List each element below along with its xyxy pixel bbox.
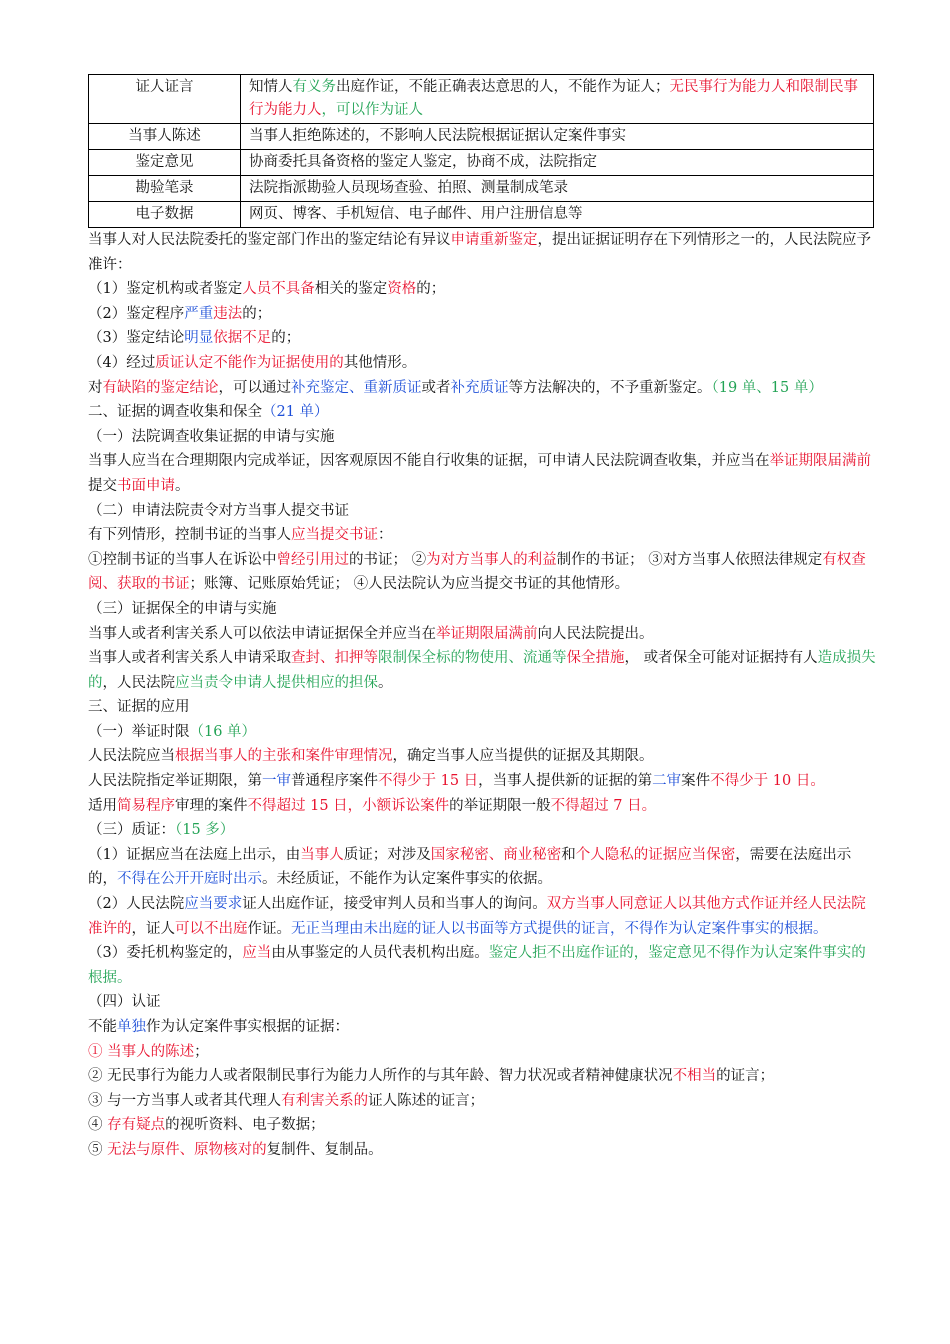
highlighted-text: 不得超过 7 日。 — [550, 797, 657, 814]
highlighted-text: 人员不具备 — [242, 281, 315, 298]
highlighted-text: 二审 — [652, 773, 682, 790]
highlighted-text: 造成损失的 — [88, 650, 876, 691]
highlighted-text: 书面申请 — [117, 477, 175, 494]
highlighted-text: （16 单） — [189, 723, 257, 740]
text-run: 复制件、复制品。 — [266, 1141, 383, 1158]
text-run: 协商委托具备资格的鉴定人鉴定，协商不成，法院指定 — [249, 154, 597, 170]
highlighted-text: 质证认定不能作为证据使用的 — [155, 354, 344, 371]
paragraph — [88, 892, 878, 941]
paragraph — [88, 277, 878, 302]
text-run: （3）委托机构鉴定的， — [88, 945, 243, 962]
text-run: 其他情形。 — [343, 354, 417, 371]
paragraph — [88, 769, 878, 794]
evidence-type-cell: 当事人陈述 — [89, 124, 241, 150]
text-run: （1）证据应当在法庭上出示，由 — [88, 846, 301, 863]
highlighted-text: 为对方当事人的利益 — [426, 551, 557, 568]
text-run: 普通程序案件 — [291, 773, 378, 790]
text-run: ，人民法院 — [102, 674, 175, 691]
paragraph — [88, 843, 878, 892]
highlighted-text: 应当要求 — [184, 896, 243, 913]
text-run: ② 无民事行为能力人或者限制民事行为能力人所作的与其年龄、智力状况或者精神健康状况 — [88, 1068, 673, 1085]
highlighted-text: 违法 — [213, 305, 243, 322]
text-run: 的证言； — [716, 1068, 775, 1085]
text-run: 或者 — [421, 379, 451, 396]
text-run: 人民法院应当 — [88, 748, 175, 765]
highlighted-text: 不得少于 10 日。 — [710, 773, 825, 790]
highlighted-text: 补充质证 — [450, 379, 509, 396]
text-run: ： — [378, 527, 393, 544]
highlighted-text: 个人隐私的证据应当保密 — [575, 846, 736, 863]
text-run: （四）认证 — [88, 994, 161, 1011]
evidence-desc-cell — [241, 75, 874, 124]
paragraph — [88, 990, 878, 1015]
text-run: ； — [194, 1043, 209, 1060]
text-run: ，可以通过 — [218, 379, 291, 396]
highlighted-text: 可以不出庭 — [175, 920, 248, 937]
text-run: 适用 — [88, 797, 117, 814]
text-run: 提交 — [88, 477, 117, 494]
paragraph — [88, 1089, 878, 1114]
highlighted-text: 不相当 — [672, 1068, 717, 1085]
text-run: （4）经过 — [88, 354, 156, 371]
highlighted-text: 曾经引用过 — [276, 551, 349, 568]
text-run: （2）人民法院 — [88, 896, 185, 913]
paragraph — [88, 499, 878, 524]
text-run: （三）质证： — [88, 822, 175, 839]
highlighted-text: 应当提交书证 — [291, 527, 378, 544]
text-run: ，证人 — [131, 920, 175, 937]
text-run: ①控制书证的当事人在诉讼中 — [88, 551, 277, 568]
evidence-desc-cell — [241, 202, 874, 228]
text-run: 质证；对涉及 — [343, 846, 431, 863]
evidence-desc-cell — [241, 150, 874, 176]
text-run: （1）鉴定机构或者鉴定 — [88, 281, 243, 298]
evidence-type-cell: 证人证言 — [89, 75, 241, 124]
text-run: 网页、博客、手机短信、电子邮件、用户注册信息等 — [249, 206, 583, 222]
evidence-type-table — [88, 74, 874, 228]
text-run: 知情人 — [249, 79, 293, 95]
highlighted-text: ，可以作为证人 — [321, 102, 423, 118]
text-run: 当事人或者利害关系人申请采取 — [88, 650, 291, 667]
evidence-type-cell: 鉴定意见 — [89, 150, 241, 176]
highlighted-text: 应当 — [242, 945, 272, 962]
evidence-desc-cell — [241, 124, 874, 150]
highlighted-text: 有利害关系的 — [281, 1092, 369, 1109]
highlighted-text: 保全措施 — [566, 650, 625, 667]
highlighted-text: 双方当事人同意证人以其他方式作证并经人民法院准许的 — [88, 896, 866, 937]
text-run: 有下列情形，控制书证的当事人 — [88, 527, 291, 544]
text-run: 的书证； ② — [349, 551, 427, 568]
highlighted-text: 有权查阅、获取的书证 — [88, 551, 866, 593]
text-run: 当事人应当在合理期限内完成举证，因客观原因不能自行收集的证据，可申请人民法院调查收集，并应当在 — [88, 453, 770, 470]
highlighted-text: 简易程序 — [117, 797, 175, 814]
paragraph — [88, 794, 878, 819]
highlighted-text: 查封、扣押等 — [291, 650, 378, 667]
text-run: ， 或者保全可能对证据持有人 — [624, 650, 818, 667]
highlighted-text: （15 多） — [175, 822, 235, 839]
paragraph — [88, 720, 878, 745]
text-run: 证人出庭作证，接受审判人员和当事人的询问。 — [242, 896, 547, 913]
highlighted-text: ① 当事人的陈述 — [88, 1043, 195, 1060]
text-run: 的举证期限一般 — [449, 797, 551, 814]
text-run: 的视听资料、电子数据； — [165, 1117, 325, 1134]
text-run: （一）法院调查收集证据的申请与实施 — [88, 428, 335, 445]
text-run: 证人陈述的证言； — [368, 1092, 485, 1109]
paragraph — [88, 1040, 878, 1065]
text-run: ，需要在法庭出示的， — [88, 846, 852, 888]
document-page — [88, 74, 878, 1163]
paragraph — [88, 351, 878, 376]
paragraph — [88, 818, 878, 843]
table-row — [89, 176, 874, 202]
text-run: 向人民法院提出。 — [537, 625, 654, 642]
table-row — [89, 150, 874, 176]
text-run: 。未经质证，不能作为认定案件事实的依据。 — [262, 871, 552, 888]
paragraph — [88, 597, 878, 622]
text-run: 二、证据的调查收集和保全 — [88, 404, 262, 421]
paragraph — [88, 744, 878, 769]
highlighted-text: 单独 — [117, 1019, 146, 1035]
document-body — [88, 228, 878, 1163]
text-run: 对 — [88, 379, 103, 396]
paragraph — [88, 646, 878, 695]
text-run: 当事人拒绝陈述的，不影响人民法院根据证据认定案件事实 — [249, 128, 626, 144]
text-run: ④ — [88, 1117, 108, 1134]
evidence-type-cell: 电子数据 — [89, 202, 241, 228]
highlighted-text: 根据当事人的主张和案件审理情况 — [175, 748, 393, 765]
text-run: （二）申请法院责令对方当事人提交书证 — [88, 502, 349, 519]
highlighted-text: 一审 — [262, 773, 291, 790]
text-run: 当事人对人民法院委托的鉴定部门作出的鉴定结论有异议 — [88, 232, 451, 248]
text-run: 不能 — [88, 1019, 117, 1035]
highlighted-text: （19 单、15 单） — [711, 379, 823, 396]
text-run: 相关的鉴定 — [314, 281, 388, 298]
highlighted-text: 依据不足 — [213, 330, 272, 347]
highlighted-text: 国家秘密、商业秘密 — [430, 846, 562, 863]
evidence-type-cell: 勘验笔录 — [89, 176, 241, 202]
text-run: 制作的书证； ③对方当事人依照法律规定 — [556, 551, 823, 568]
paragraph — [88, 302, 878, 327]
text-run: （一）举证时限 — [88, 723, 190, 740]
highlighted-text: 申请重新鉴定 — [450, 232, 538, 248]
paragraph — [88, 326, 878, 351]
text-run: 的； — [242, 305, 272, 322]
text-run: 。 — [378, 674, 393, 691]
highlighted-text: 举证期限届满前 — [436, 625, 538, 642]
highlighted-text: 无正当理由未出庭的证人以书面等方式提供的证言，不得作为认定案件事实的根据。 — [291, 920, 828, 937]
paragraph — [88, 523, 878, 548]
paragraph — [88, 228, 878, 277]
text-run: 的； — [416, 281, 446, 298]
text-run: ③ 与一方当事人或者其代理人 — [88, 1092, 282, 1109]
table-row — [89, 124, 874, 150]
highlighted-text: 有义务 — [292, 79, 336, 95]
text-run: 案件 — [681, 773, 711, 790]
text-run: （3）鉴定结论 — [88, 330, 185, 347]
paragraph — [88, 376, 878, 401]
paragraph — [88, 449, 878, 498]
paragraph — [88, 1015, 878, 1040]
highlighted-text: 无民事行为能力人和限制民事行为能力人 — [249, 79, 858, 118]
text-run: 三、证据的应用 — [88, 699, 190, 716]
text-run: 作为认定案件事实根据的证据： — [146, 1019, 349, 1035]
text-run: 当事人或者利害关系人可以依法申请证据保全并应当在 — [88, 625, 436, 642]
text-run: 审理的案件 — [175, 797, 248, 814]
highlighted-text: 无法与原件、原物核对的 — [107, 1141, 267, 1158]
table-row — [89, 75, 874, 124]
highlighted-text: 不得少于 15 日 — [378, 773, 479, 790]
highlighted-text: （21 单） — [262, 404, 329, 421]
paragraph — [88, 941, 878, 990]
text-run: 人民法院指定举证期限，第 — [88, 773, 262, 790]
text-run: ，确定当事人应当提供的证据及其期限。 — [392, 748, 654, 765]
highlighted-text: 不得在公开开庭时出示 — [117, 871, 262, 888]
text-run: ；账簿、记账原始凭证； ④人民法院认为应当提交书证的其他情形。 — [189, 576, 630, 593]
text-run: 。 — [175, 477, 190, 494]
highlighted-text: 明显 — [184, 330, 214, 347]
paragraph — [88, 548, 878, 597]
text-run: 的； — [271, 330, 301, 347]
highlighted-text: 补充鉴定、重新质证 — [291, 379, 422, 396]
paragraph — [88, 400, 878, 425]
evidence-desc-cell — [241, 176, 874, 202]
highlighted-text: 应当责令申请人提供相应的担保 — [175, 674, 378, 691]
text-run: 由从事鉴定的人员代表机构出庭。 — [271, 945, 489, 962]
paragraph — [88, 695, 878, 720]
text-run: ，当事人提供新的证据的第 — [478, 773, 653, 790]
highlighted-text: 不得超过 15 日，小额诉讼案件 — [247, 797, 450, 814]
paragraph — [88, 1138, 878, 1163]
highlighted-text: 限制保全标的物使用、流通等 — [378, 650, 567, 667]
highlighted-text: 资格 — [387, 281, 417, 298]
text-run: 等方法解决的，不予重新鉴定。 — [508, 379, 712, 396]
text-run: 法院指派勘验人员现场查验、拍照、测量制成笔录 — [249, 180, 568, 196]
table-row — [89, 202, 874, 228]
text-run: （三）证据保全的申请与实施 — [88, 600, 277, 617]
text-run: 出庭作证，不能正确表达意思的人，不能作为证人； — [336, 79, 670, 95]
paragraph — [88, 1113, 878, 1138]
highlighted-text: 举证期限届满前 — [769, 453, 871, 470]
paragraph — [88, 622, 878, 647]
paragraph — [88, 1064, 878, 1089]
highlighted-text: 有缺陷的鉴定结论 — [102, 379, 219, 396]
text-run: 作证。 — [247, 920, 291, 937]
highlighted-text: 当事人 — [300, 846, 344, 863]
highlighted-text: 存有疑点 — [107, 1117, 166, 1134]
text-run: ，提出证据证明存在下列情形之一的，人民法院应予准许： — [88, 232, 871, 273]
highlighted-text: 严重 — [184, 305, 214, 322]
highlighted-text: 鉴定人拒不出庭作证的，鉴定意见不得作为认定案件事实的根据。 — [88, 945, 866, 986]
text-run: 和 — [561, 846, 576, 863]
text-run: ⑤ — [88, 1141, 108, 1158]
paragraph — [88, 425, 878, 450]
text-run: （2）鉴定程序 — [88, 305, 185, 322]
